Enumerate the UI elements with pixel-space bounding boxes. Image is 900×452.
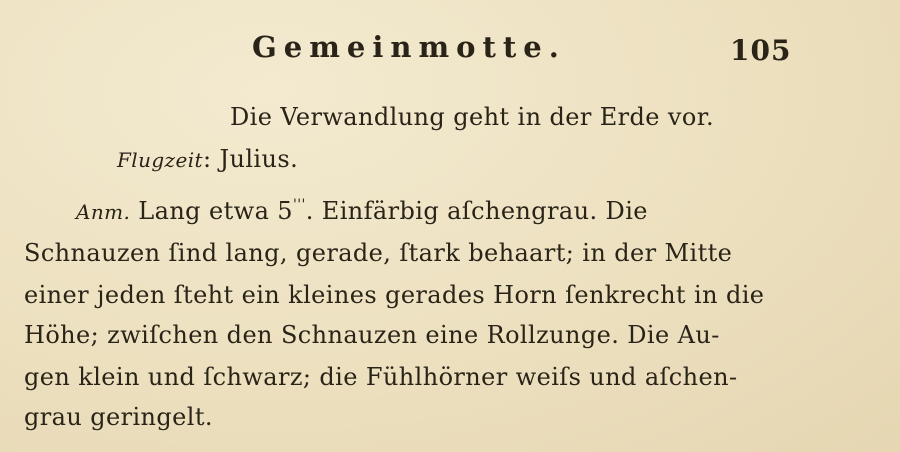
text-line-6: Höhe; zwiſchen den Schnauzen eine Rollzunge. Die Au-: [24, 321, 720, 349]
text-line-7: gen klein und ſchwarz; die Fühlhörner weiſs und aſchen-: [24, 363, 738, 391]
line3-part-b: . Einfärbig aſchengrau. Die: [305, 197, 648, 225]
line3-part-a: Lang etwa 5: [138, 197, 293, 225]
text-line-8: grau geringelt.: [24, 403, 213, 431]
flugzeit-label: Flugzeit: [117, 148, 203, 172]
text-line-5: einer jeden ſteht ein kleines gerades Horn ſenkrecht in die: [24, 281, 765, 309]
flugzeit-value: : Julius.: [202, 145, 299, 173]
lines-superscript: ''': [292, 197, 306, 213]
text-line-2: [117, 145, 298, 173]
text-line-3: [76, 197, 648, 225]
text-line-4: Schnauzen ſind lang, gerade, ſtark behaart; in der Mitte: [24, 239, 733, 267]
page-header: [0, 28, 900, 68]
running-head: Gemeinmotte.: [252, 30, 566, 64]
anm-label: Anm.: [76, 200, 131, 224]
page-number: 105: [730, 34, 792, 67]
text-line-1: Die Verwandlung geht in der Erde vor.: [230, 103, 714, 131]
